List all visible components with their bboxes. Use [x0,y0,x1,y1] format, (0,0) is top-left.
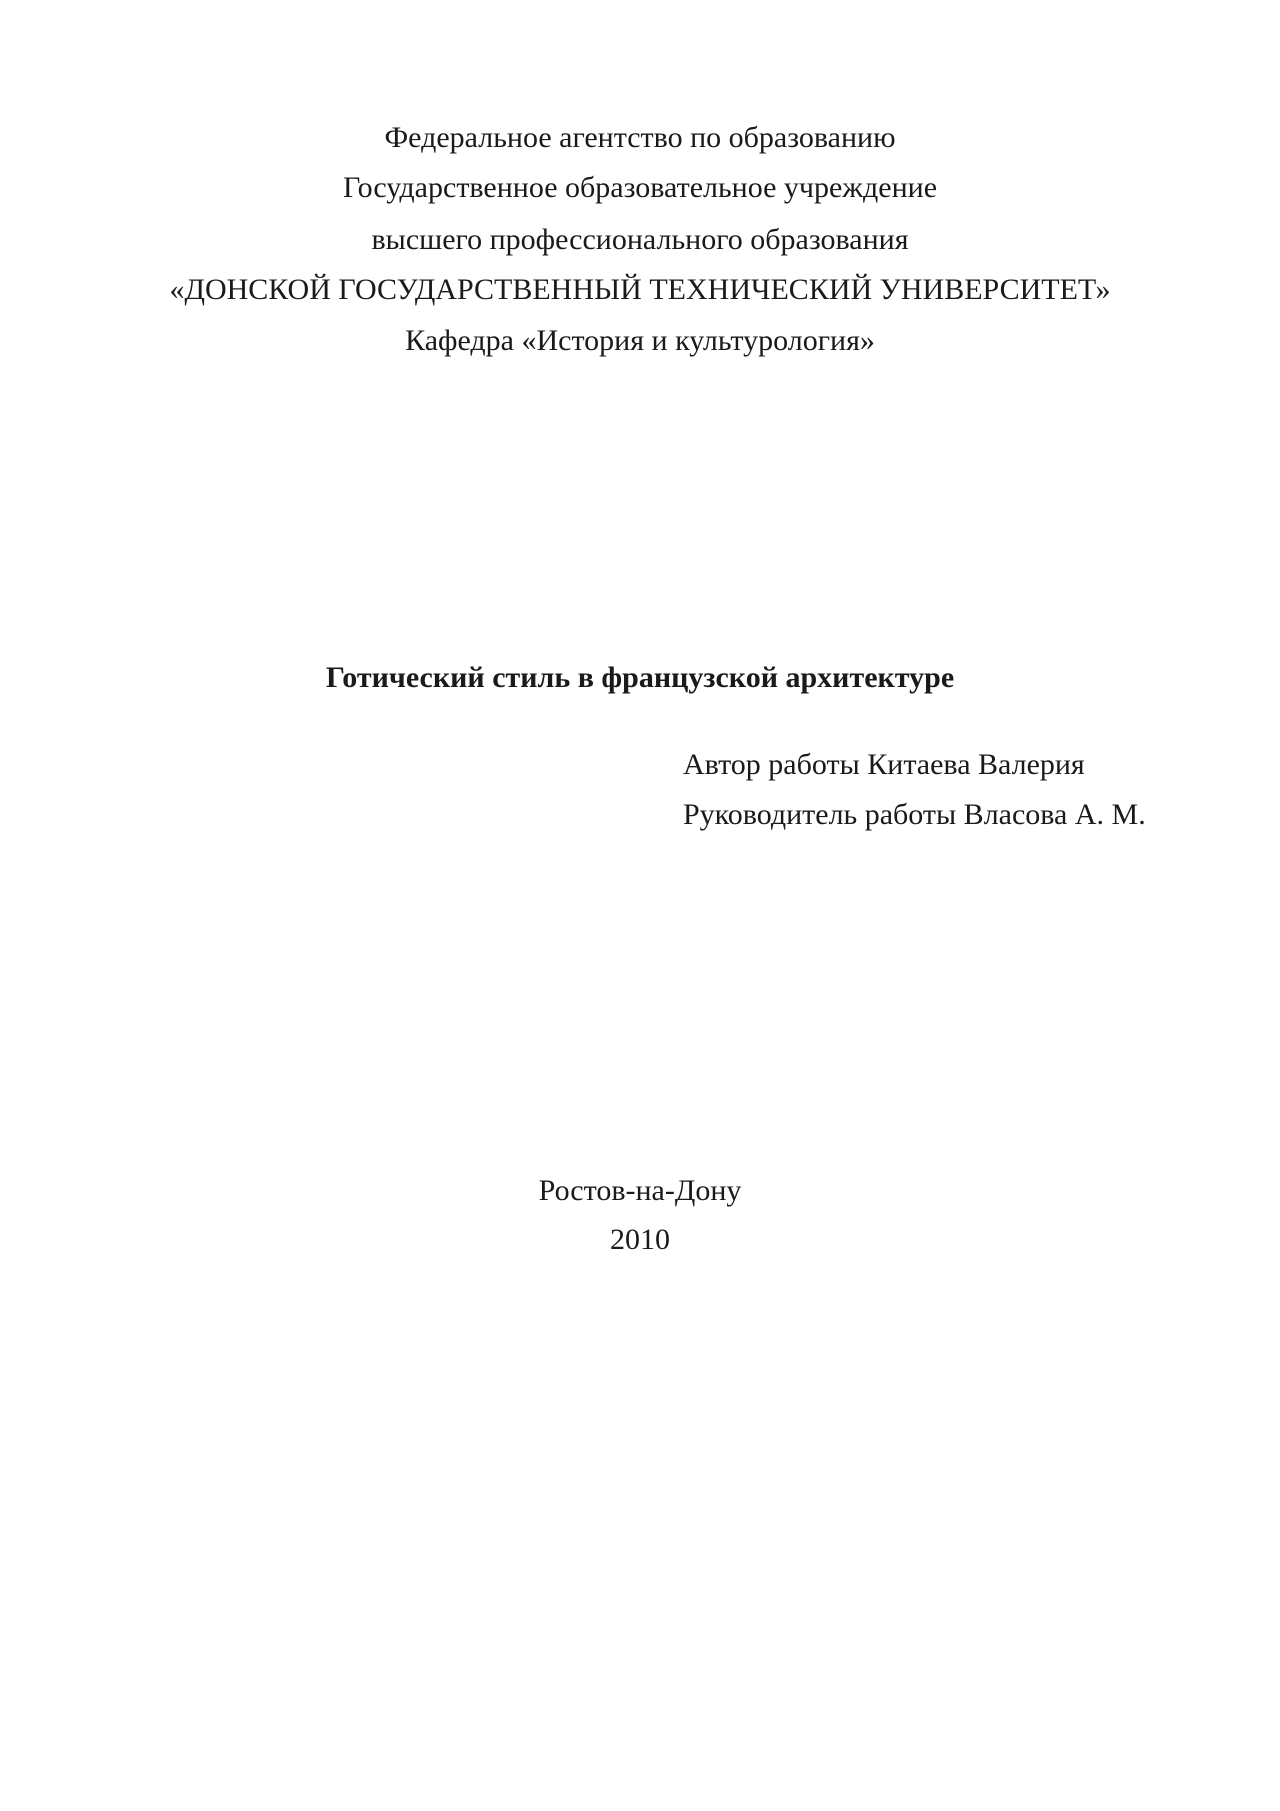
university-name: «ДОНСКОЙ ГОСУДАРСТВЕННЫЙ ТЕХНИЧЕСКИЙ УНИВЕРСИТЕТ» [169,273,1111,306]
institution-type: Государственное образовательное учреждение [342,171,938,204]
work-title: Готический стиль в французской архитектуре [325,661,955,694]
supervisor-line: Руководитель работы Власова А. М. [683,798,1146,831]
education-level: высшего профессионального образования [371,223,909,256]
year: 2010 [610,1223,670,1256]
department-name: Кафедра «История и культурология» [405,324,875,357]
author-line: Автор работы Китаева Валерия [683,748,1085,781]
city: Ростов-на-Дону [538,1174,742,1207]
agency-name: Федеральное агентство по образованию [384,121,896,154]
